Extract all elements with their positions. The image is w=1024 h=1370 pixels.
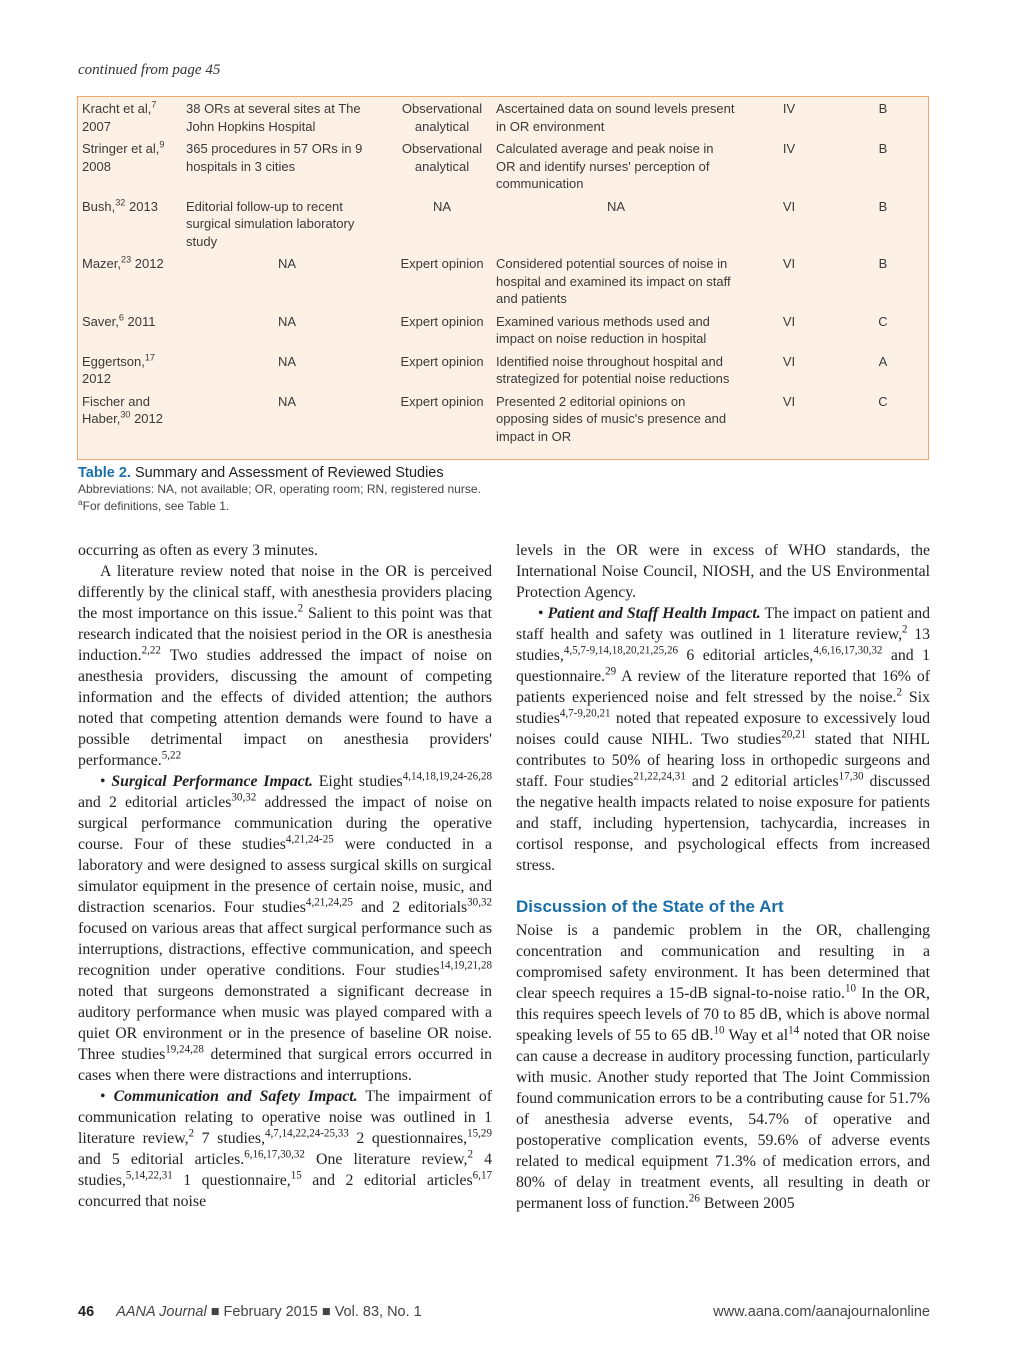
cell-design: Observational analytical bbox=[401, 101, 483, 134]
cell-level: VI bbox=[782, 393, 796, 409]
table-row bbox=[78, 97, 928, 137]
section-heading: Discussion of the State of the Art bbox=[516, 897, 784, 916]
table-row bbox=[78, 310, 928, 350]
cell-level: VI bbox=[782, 198, 796, 214]
table-row bbox=[78, 252, 928, 310]
cell-level: IV bbox=[782, 101, 796, 116]
table-row bbox=[78, 137, 928, 195]
cell-sample: 38 ORs at several sites at The John Hopkins Hospital bbox=[186, 101, 361, 134]
bullet-separator: ■ bbox=[321, 1304, 331, 1320]
caption-footnote: $^a$For definitions, see Table 1. bbox=[78, 497, 230, 513]
paragraph-surgical-performance: • Surgical Performance Impact. Eight studies$^{4,14,18,19,24-26,28}$ and 2 editorial articles$^{30,32}$ addressed the impact of noise on surgical performance communication during the operative course. Four of these studies$^{4,21,24-25}$ were conducted in a laboratory and were designed to assess surgical skills on surgical simulator equipment in the presence of certain noise, music, and distraction scenarios. Four studies$^{4,21,24,25}$ and 2 editorials$^{30,32}$ focused on various areas that affect surgical performance such as interruptions, distractions, effective communication, and speech recognition under operative conditions. Four studies$^{14,19,21,28}$ noted that surgeons demonstrated a significant decrease in auditory performance when music was played compared with a quiet OR environment or in the presence of baseline OR noise. Three studies$^{19,24,28}$ determined that surgical errors occurred in cases when there were distractions and interruptions. bbox=[78, 770, 493, 1084]
left-column bbox=[78, 540, 492, 1212]
cell-sample: NA bbox=[277, 313, 297, 329]
cell-outcome: Examined various methods used and impact on noise reduction in hospital bbox=[496, 313, 710, 346]
cell-outcome: Identified noise throughout hospital and strategized for potential noise reductions bbox=[496, 353, 730, 386]
volume: Vol. 83, No. 1 bbox=[334, 1304, 422, 1320]
paragraph-communication-safety: • Communication and Safety Impact. The impairment of communication relating to operative noise was outlined in 1 literature review,$^2$ 7 studies,$^{4,7,14,22,24-25,33}$ 2 questionnaires,$^{15,29}$ and 5 editorial articles.$^{6,16,17,30,32}$ One literature review,$^2$ 4 studies,$^{5,14,22,31}$ 1 questionnaire,$^{15}$ and 2 editorial articles$^{6,17}$ concurred that noise bbox=[78, 1088, 492, 1210]
cell-level: VI bbox=[782, 256, 796, 271]
paragraph-patient-staff-health: • Patient and Staff Health Impact. The impact on patient and staff health and safety was outlined in 1 literature review,$^2$ 13 studies,$^{4,5,7-9,14,18,20,21,25,26}$ 6 editorial articles,$^{4,6,16,17,30,32}$ and 1 questionnaire.$^{29}$ A review of the literature reported that 16% of patients experienced noise and felt stressed by the noise.$^2$ Six studies$^{4,7-9,20,21}$ noted that repeated exposure to excessively loud noises could cause NIHL. Two studies$^{20,21}$ stated that NIHL contributes to 50% of hearing loss in orthopedic surgeons and staff. Four studies$^{21,22,24,31}$ and 2 editorial articles$^{17,30}$ discussed the negative health impacts related to noise exposure for patients and staff, including hypertension, tachycardia, increases in cortisol response, and psychological effects from increased stress. bbox=[516, 605, 931, 874]
subheading: Surgical Performance Impact. bbox=[111, 773, 313, 790]
cell-grade: B bbox=[878, 256, 888, 271]
table-row bbox=[78, 195, 928, 253]
cell-outcome: Ascertained data on sound levels present in OR environment bbox=[496, 101, 735, 134]
cell-level: IV bbox=[782, 141, 796, 156]
caption-title: Summary and Assessment of Reviewed Studies bbox=[134, 465, 444, 481]
cell-design: Expert opinion bbox=[400, 393, 484, 409]
cell-grade: A bbox=[878, 353, 888, 369]
continued-note: continued from page 45 bbox=[78, 62, 221, 78]
right-column bbox=[516, 540, 930, 1214]
cell-grade: C bbox=[878, 313, 888, 329]
paragraph: Noise is a pandemic problem in the OR, challenging concentration and communication and resulting in a compromised safety environment. It has been determined that clear speech requires a 15-dB signal-to-noise ratio.$^{10}$ In the OR, this requires speech levels of 70 to 85 dB, which is above normal speaking levels of 55 to 65 dB.$^{10}$ Way et $al^{14}$ noted that OR noise can cause a decrease in auditory processing function, particularly with music. Another study reported that The Joint Commission found communication errors to be a contributing cause for 51.7% of anesthesia adverse events, 54.7% of operative and postoperative complication events, 59.6% of adverse events related to medical equipment 71.3% of medication errors, and 80% of delay in treatment events, all resulting in death or permanent loss of function.$^{26}$ Between 2005 bbox=[516, 922, 931, 1212]
cell-outcome: NA bbox=[606, 198, 626, 214]
studies-table bbox=[78, 97, 928, 447]
cell-sample: NA bbox=[277, 393, 297, 409]
paragraph: levels in the OR were in excess of WHO standards, the International Noise Council, NIOSH, and the US Environmental Protection Agency. bbox=[516, 542, 930, 601]
caption-title-line bbox=[78, 465, 938, 481]
cell-design: Expert opinion bbox=[400, 353, 484, 369]
page-footer bbox=[78, 1304, 930, 1320]
cell-design: Expert opinion bbox=[400, 313, 484, 329]
cell-level: VI bbox=[782, 353, 796, 369]
issue-date: February 2015 bbox=[223, 1304, 318, 1320]
cell-grade: B bbox=[878, 141, 888, 156]
table-2 bbox=[77, 96, 929, 460]
cell-study: Mazer,$^{23}$ 2012 bbox=[82, 254, 164, 271]
cell-grade: C bbox=[878, 393, 888, 409]
cell-study: Kracht et al,$^7$ 2007 bbox=[82, 99, 157, 134]
paragraph: A literature review noted that noise in the OR is perceived differently by the clinical staff, with anesthesia providers placing the most importance on this issue.$^2$ Salient to this point was that research indicated that the noisiest period in the OR is anesthesia induction.$^{2,22}$ Two studies addressed the impact of noise on anesthesia providers, discussing the amount of competing information and the effects of divided attention; the authors noted that competing attention demands were found to have a possible detrimental impact on anesthesia providers' performance.$^{5,22}$ bbox=[78, 563, 492, 769]
cell-sample: NA bbox=[277, 256, 297, 271]
cell-study: Stringer et al,$^9$ 2008 bbox=[82, 139, 165, 174]
table-body bbox=[78, 97, 928, 447]
cell-sample: 365 procedures in 57 ORs in 9 hospitals in 3 cities bbox=[186, 141, 363, 174]
caption-label: Table 2. bbox=[78, 465, 131, 481]
cell-study: Eggertson,$^{17}$ 2012 bbox=[82, 352, 155, 386]
cell-sample: Editorial follow-up to recent surgical simulation laboratory study bbox=[186, 198, 355, 249]
cell-outcome: Calculated average and peak noise in OR and identify nurses' perception of communication bbox=[496, 141, 714, 191]
journal-name: AANA Journal bbox=[116, 1304, 207, 1320]
cell-design: Expert opinion bbox=[400, 256, 484, 271]
cell-level: VI bbox=[782, 313, 796, 329]
subheading: Communication and Safety Impact. bbox=[113, 1088, 358, 1105]
table-caption bbox=[78, 465, 938, 515]
table-row bbox=[78, 390, 928, 448]
table-row bbox=[78, 350, 928, 390]
cell-outcome: Presented 2 editorial opinions on opposing sides of music's presence and impact in OR bbox=[496, 393, 727, 444]
cell-study: Fischer and Haber,$^{30}$ 2012 bbox=[82, 393, 163, 426]
bullet-separator: ■ bbox=[210, 1304, 220, 1320]
journal-url[interactable]: www.aana.com/aanajournalonline bbox=[713, 1304, 930, 1320]
subheading: Patient and Staff Health Impact. bbox=[547, 605, 761, 622]
footnote-marker: a bbox=[78, 497, 83, 507]
cell-study: Saver,$^6$ 2011 bbox=[82, 312, 156, 329]
caption-abbrev: Abbreviations: NA, not available; OR, operating room; RN, registered nurse. bbox=[78, 482, 481, 496]
cell-sample: NA bbox=[277, 353, 297, 369]
cell-design: Observational analytical bbox=[401, 141, 483, 174]
cell-outcome: Considered potential sources of noise in hospital and examined its impact on staff and patients bbox=[496, 256, 731, 306]
cell-grade: B bbox=[878, 198, 888, 214]
cell-grade: B bbox=[878, 101, 888, 116]
cell-study: Bush,$^{32}$ 2013 bbox=[82, 197, 158, 214]
paragraph: occurring as often as every 3 minutes. bbox=[78, 542, 318, 559]
page-number: 46 bbox=[78, 1304, 95, 1320]
cell-design: NA bbox=[432, 198, 452, 214]
